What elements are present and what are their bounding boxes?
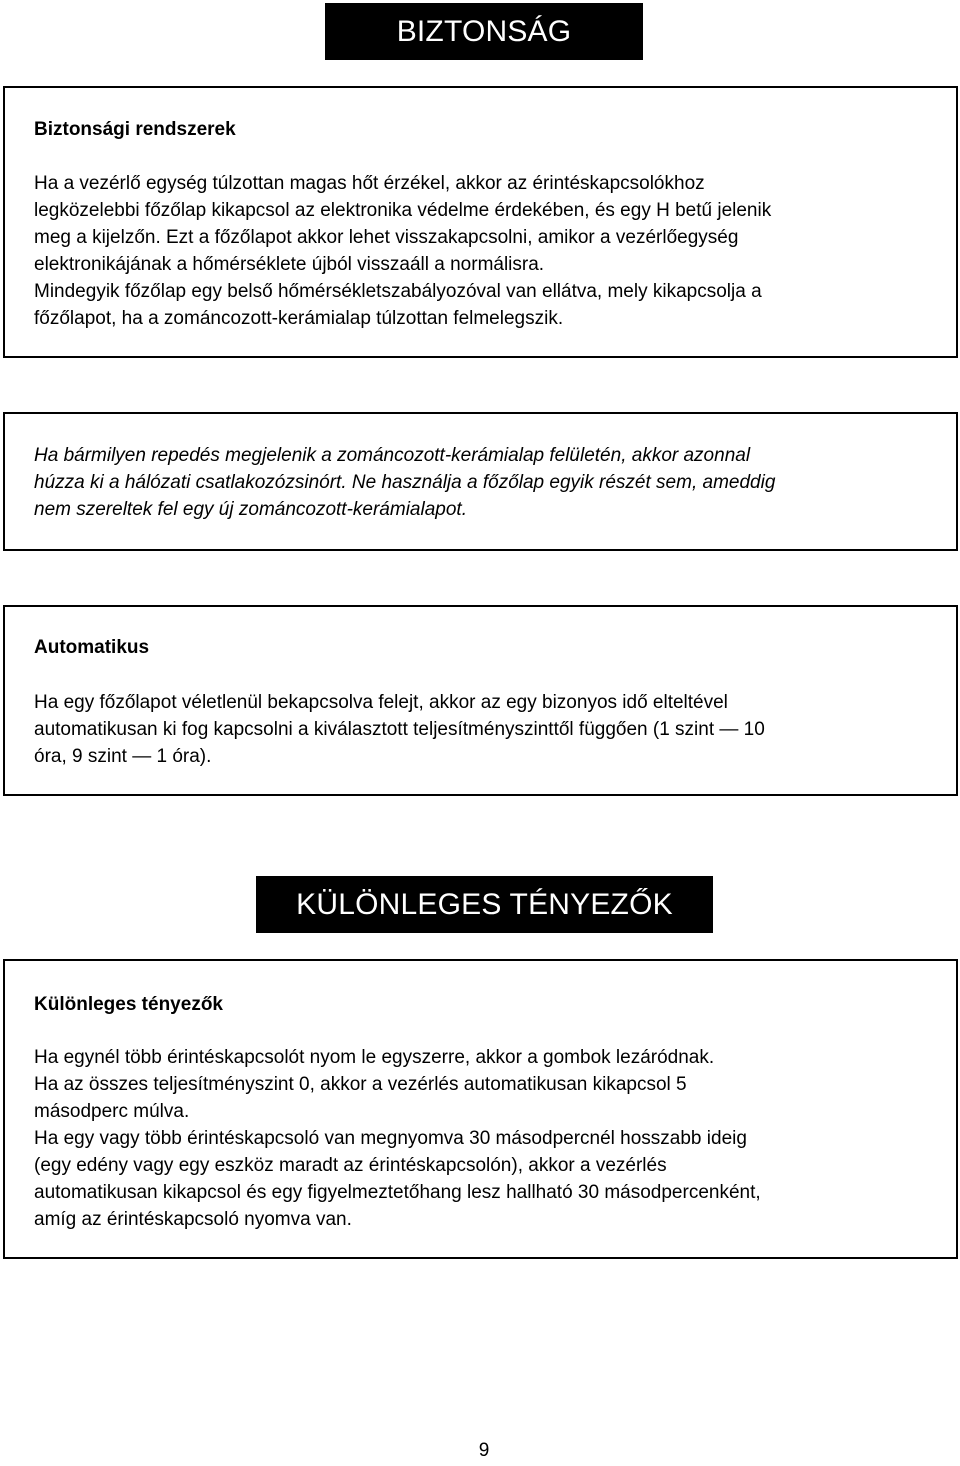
paragraph-line: Ha egynél több érintéskapcsolót nyom le egyszerre, akkor a gombok lezáródnak. — [34, 1047, 715, 1068]
paragraph-line: Mindegyik főzőlap egy belső hőmérsékletszabályozóval van ellátva, mely kikapcsolja a — [34, 281, 762, 302]
paragraph-line: legközelebbi főzőlap kikapcsol az elektronika védelme érdekében, és egy H betű jelenik — [34, 200, 772, 221]
safety-systems-box — [3, 86, 958, 358]
section-heading: Automatikus — [34, 637, 150, 658]
warning-line: Ha bármilyen repedés megjelenik a zománcozott-kerámialap felületén, akkor azonnal — [34, 445, 751, 466]
paragraph-line: óra, 9 szint — 1 óra). — [34, 746, 212, 767]
paragraph-line: főzőlapot, ha a zománcozott-kerámialap túlzottan felmelegszik. — [34, 308, 564, 329]
paragraph-line: automatikusan ki fog kapcsolni a kiválasztott teljesítményszinttől függően (1 szint — 10 — [34, 719, 765, 740]
section-banner-safety — [325, 3, 643, 60]
paragraph-line: meg a kijelzőn. Ezt a főzőlapot akkor lehet visszakapcsolni, amikor a vezérlőegység — [34, 227, 739, 248]
paragraph-line: Ha egy főzőlapot véletlenül bekapcsolva felejt, akkor az egy bizonyos idő elteltével — [34, 692, 728, 713]
banner-title: BIZTONSÁG — [396, 14, 572, 48]
paragraph-line: Ha egy vagy több érintéskapcsoló van megnyomva 30 másodpercnél hosszabb ideig — [34, 1128, 747, 1149]
section-heading: Különleges tényezők — [34, 994, 223, 1015]
crack-warning-box — [3, 412, 958, 551]
paragraph-line: Ha a vezérlő egység túlzottan magas hőt érzékel, akkor az érintéskapcsolókhoz — [34, 173, 705, 194]
section-heading: Biztonsági rendszerek — [34, 119, 236, 140]
special-factors-box — [3, 959, 958, 1259]
warning-line: nem szereltek fel egy új zománcozott-kerámialapot. — [34, 499, 467, 520]
paragraph-line: másodperc múlva. — [34, 1101, 190, 1122]
banner-title: KÜLÖNLEGES TÉNYEZŐK — [296, 887, 673, 921]
section-banner-special — [256, 876, 713, 933]
paragraph-line: Ha az összes teljesítményszint 0, akkor a vezérlés automatikusan kikapcsol 5 — [34, 1074, 687, 1095]
paragraph-line: amíg az érintéskapcsoló nyomva van. — [34, 1209, 352, 1230]
paragraph-line: automatikusan kikapcsol és egy figyelmeztetőhang lesz hallható 30 másodpercenként, — [34, 1182, 761, 1203]
automatic-box — [3, 605, 958, 796]
warning-line: húzza ki a hálózati csatlakozózsinórt. Ne használja a főzőlap egyik részét sem, ameddig — [34, 472, 776, 493]
page-number: 9 — [478, 1440, 490, 1461]
paragraph-line: (egy edény vagy egy eszköz maradt az érintéskapcsolón), akkor a vezérlés — [34, 1155, 667, 1176]
paragraph-line: elektronikájának a hőmérséklete újból visszaáll a normálisra. — [34, 254, 545, 275]
